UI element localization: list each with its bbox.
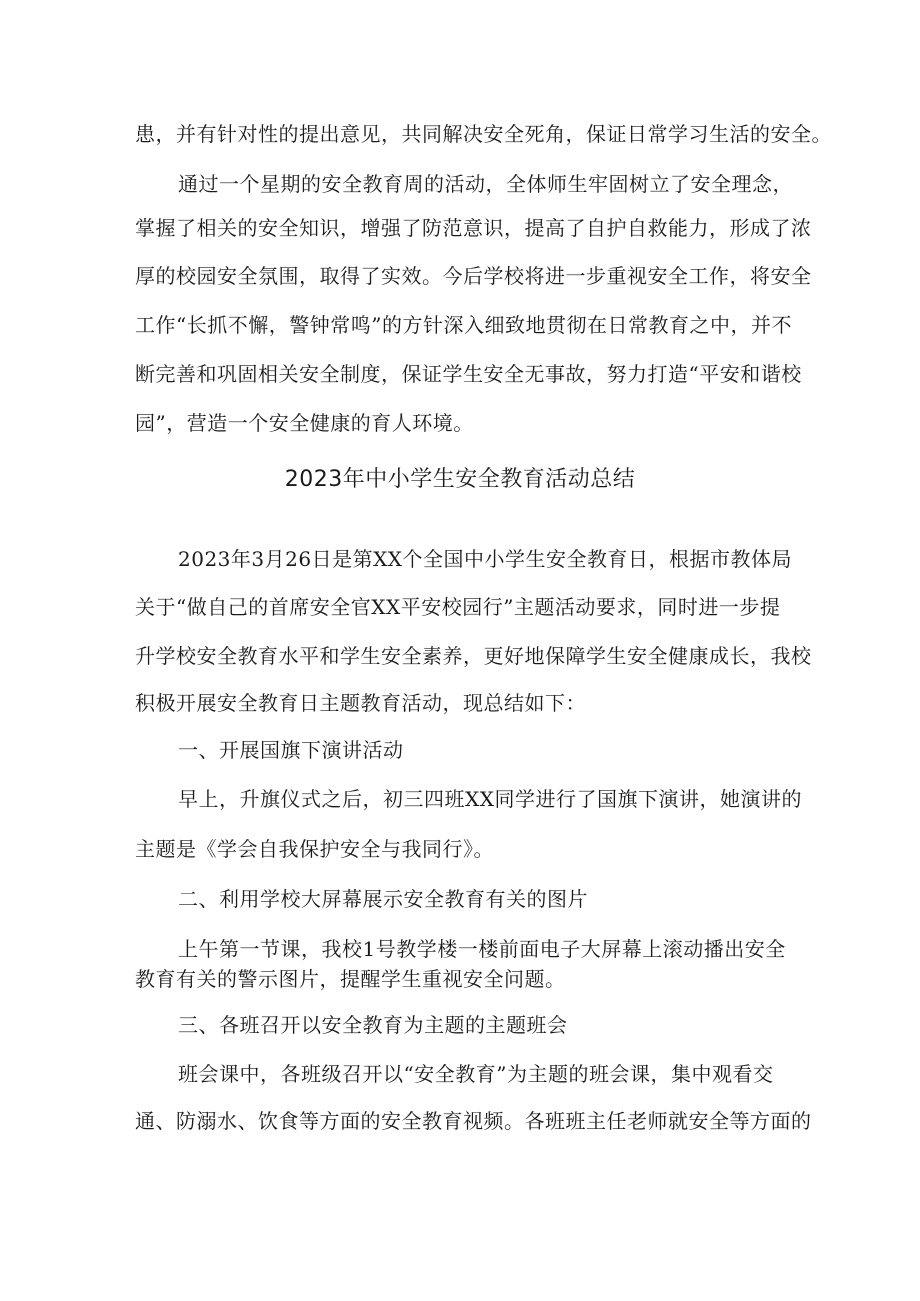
section-heading: 一、开展国旗下演讲活动 [178,738,404,762]
text-line: 教育有关的警示图片，提醒学生重视安全问题。 [135,967,566,991]
paragraph-first-line: 通过一个星期的安全教育周的活动，全体师生牢固树立了安全理念， [178,172,793,196]
paragraph-first-line: 班会课中，各班级召开以“安全教育”为主题的班会课，集中观看交 [178,1062,774,1086]
text-line: 关于“做自己的首席安全官XX平安校园行”主题活动要求，同时进一步提 [135,595,781,619]
text-line: 断完善和巩固相关安全制度，保证学生安全无事故，努力打造“平安和谐校 [135,362,802,386]
text-line: 升学校安全教育水平和学生安全素养，更好地保障学生安全健康成长，我校 [135,644,812,668]
text-line: 主题是《学会自我保护安全与我同行》。 [135,837,494,861]
paragraph-first-line: 2023年3月26日是第XX个全国中小学生安全教育日，根据市教体局 [178,547,793,571]
text-line: 积极开展安全教育日主题教育活动，现总结如下： [135,691,586,715]
section-heading: 三、各班召开以安全教育为主题的主题班会 [178,1013,568,1037]
text-line: 工作“长抓不懈，警钟常鸣”的方针深入细致地贯彻在日常教育之中，并不 [135,313,792,337]
text-line: 园”，营造一个安全健康的育人环境。 [135,411,474,435]
paragraph-first-line: 早上，升旗仪式之后，初三四班XX同学进行了国旗下演讲，她演讲的 [178,787,802,811]
text-line: 厚的校园安全氛围，取得了实效。今后学校将进一步重视安全工作，将安全 [135,264,812,288]
text-line: 患，并有针对性的提出意见，共同解决安全死角，保证日常学习生活的安全。 [135,122,832,146]
paragraph-first-line: 上午第一节课，我校1号教学楼一楼前面电子大屏幕上滚动播出安全 [178,937,786,961]
text-line: 掌握了相关的安全知识，增强了防范意识，提高了自护自救能力，形成了浓 [135,216,812,240]
section-heading: 二、利用学校大屏幕展示安全教育有关的图片 [178,887,588,911]
document-title: 2023年中小学生安全教育活动总结 [284,467,636,492]
text-line: 通、防溺水、饮食等方面的安全教育视频。各班班主任老师就安全等方面的 [135,1109,812,1133]
